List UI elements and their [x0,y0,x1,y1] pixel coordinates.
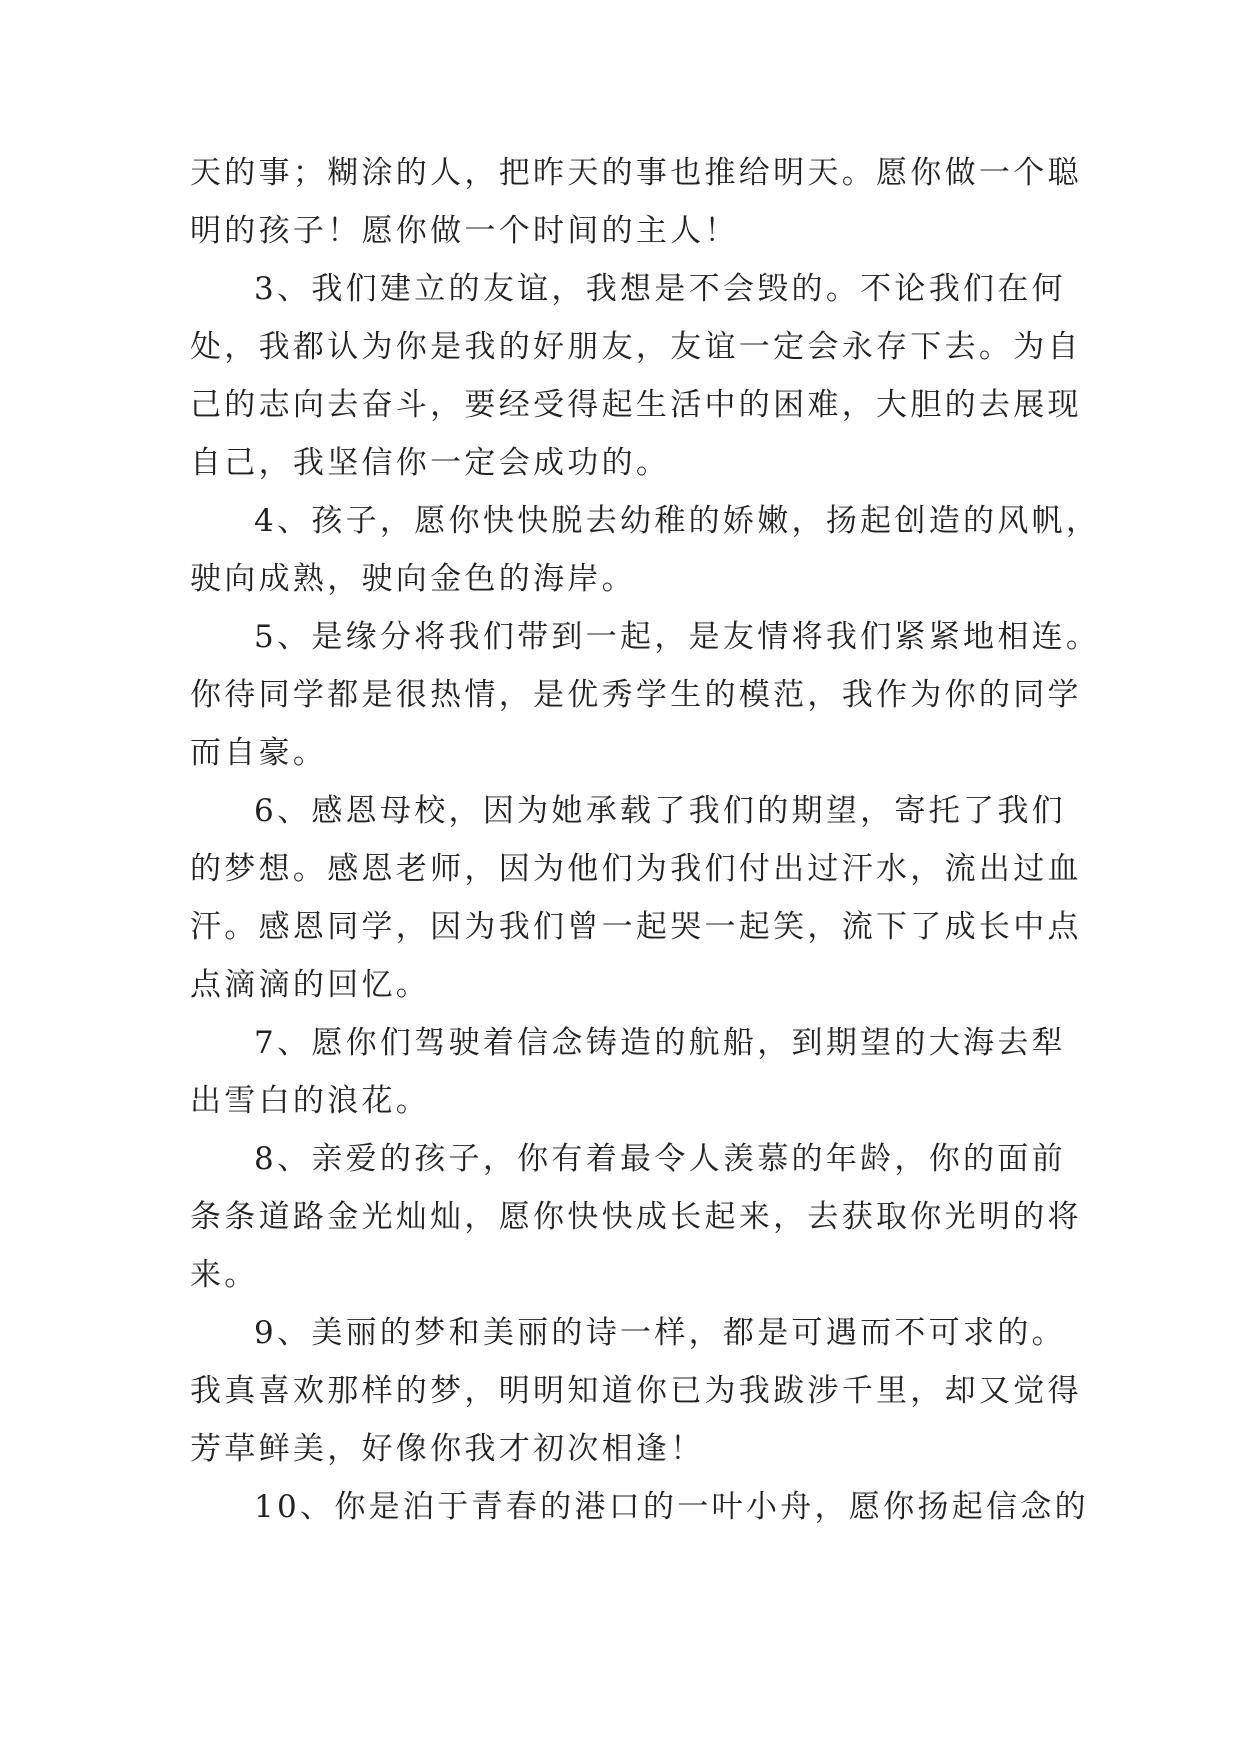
text-line: 处，我都认为你是我的好朋友，友谊一定会永存下去。为自 [190,329,1082,365]
text-line: 来。 [190,1257,259,1293]
paragraph-start-line: 5、是缘分将我们带到一起，是友情将我们紧紧地相连。 [254,619,1101,655]
paragraph-start-line: 9、美丽的梦和美丽的诗一样，都是可遇而不可求的。 [254,1315,1066,1351]
paragraph-start-line: 8、亲爱的孩子，你有着最令人羡慕的年龄，你的面前 [254,1141,1066,1177]
text-line: 芳草鲜美，好像你我才初次相逢！ [190,1431,705,1467]
text-line: 你待同学都是很热情，是优秀学生的模范，我作为你的同学 [190,677,1082,713]
paragraph-start-line: 6、感恩母校，因为她承载了我们的期望，寄托了我们 [254,793,1066,829]
text-line: 而自豪。 [190,735,328,771]
text-line: 出雪白的浪花。 [190,1083,431,1119]
text-line: 天的事；糊涂的人，把昨天的事也推给明天。愿你做一个聪 [190,155,1082,191]
text-line: 己的志向去奋斗，要经受得起生活中的困难，大胆的去展现 [190,387,1082,423]
text-line: 的梦想。感恩老师，因为他们为我们付出过汗水，流出过血 [190,851,1082,887]
text-line: 汗。感恩同学，因为我们曾一起哭一起笑，流下了成长中点 [190,909,1082,945]
text-line: 驶向成熟，驶向金色的海岸。 [190,561,636,597]
paragraph-start-line: 3、我们建立的友谊，我想是不会毁的。不论我们在何 [254,271,1066,307]
text-line: 自己，我坚信你一定会成功的。 [190,445,671,481]
paragraph-start-line: 7、愿你们驾驶着信念铸造的航船，到期望的大海去犁 [254,1025,1066,1061]
paragraph-start-line: 10、你是泊于青春的港口的一叶小舟，愿你扬起信念的 [254,1489,1089,1525]
text-line: 明的孩子！愿你做一个时间的主人！ [190,213,739,249]
text-line: 我真喜欢那样的梦，明明知道你已为我跋涉千里，却又觉得 [190,1373,1082,1409]
paragraph-start-line: 4、孩子，愿你快快脱去幼稚的娇嫩，扬起创造的风帆， [254,503,1101,539]
text-line: 条条道路金光灿灿，愿你快快成长起来，去获取你光明的将 [190,1199,1082,1235]
text-line: 点滴滴的回忆。 [190,967,431,1003]
